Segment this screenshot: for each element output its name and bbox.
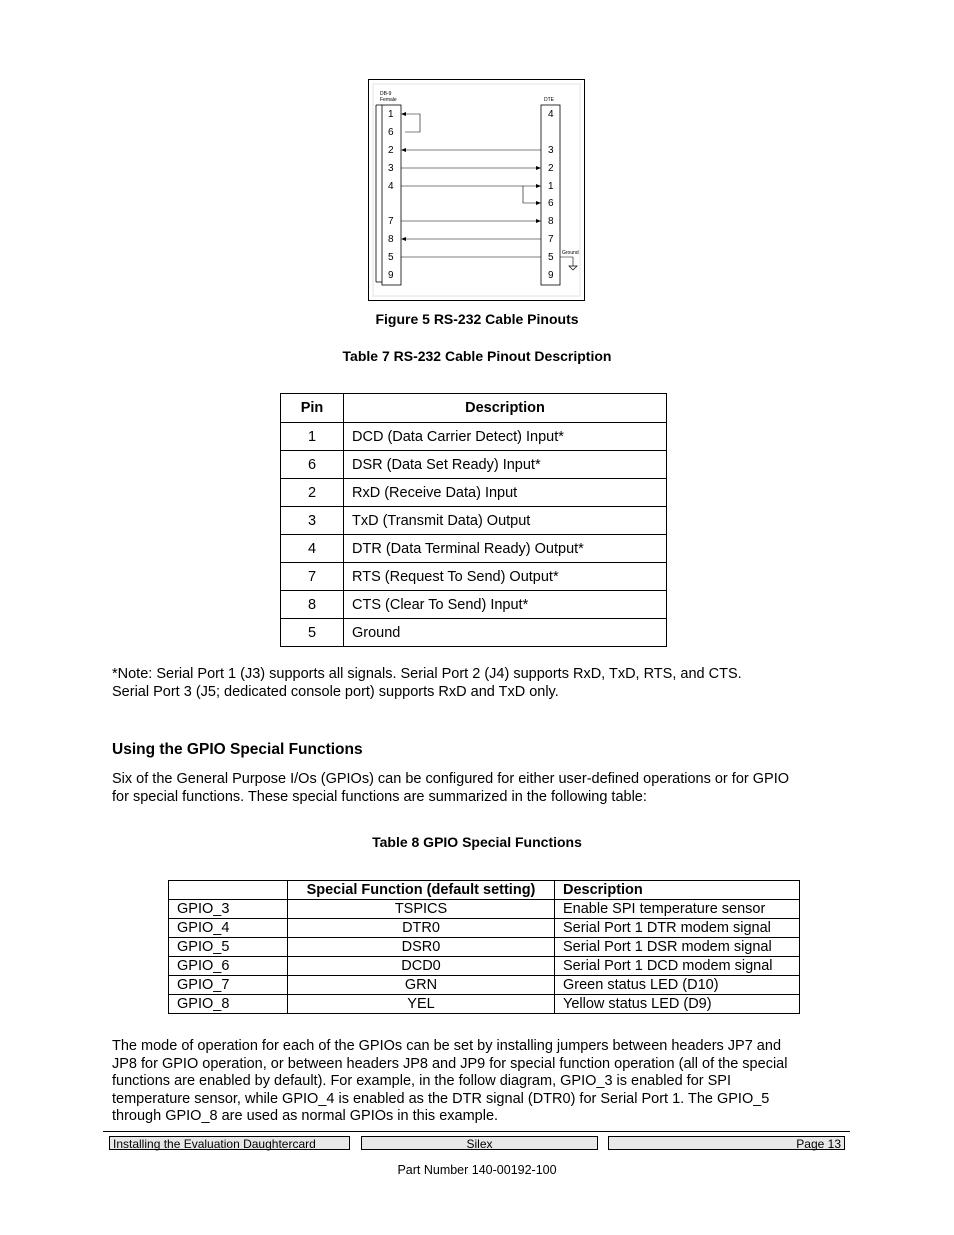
body-line: temperature sensor, while GPIO_4 is enabled as the DTR signal (DTR0) for Serial Port 1. The GPIO_5 (112, 1090, 770, 1107)
description-cell: Serial Port 1 DTR modem signal (555, 919, 800, 938)
gpio-cell: GPIO_8 (169, 995, 288, 1014)
table-row (169, 919, 800, 938)
gpio-cell: GPIO_6 (169, 957, 288, 976)
table-row (281, 479, 667, 507)
section-heading: Using the GPIO Special Functions (112, 741, 363, 758)
table-header-row (281, 394, 667, 423)
left-pin-label: 7 (388, 216, 394, 227)
right-pin-label: 4 (548, 109, 554, 120)
left-pin-label: 5 (388, 252, 394, 263)
intro-paragraph (112, 771, 852, 806)
column-header-gpio (169, 881, 288, 900)
pin-cell: 6 (281, 451, 344, 479)
special-function-cell: DCD0 (288, 957, 555, 976)
right-pin-label: 5 (548, 252, 554, 263)
special-function-cell: DTR0 (288, 919, 555, 938)
body-line: JP8 for GPIO operation, or between headers JP8 and JP9 for special function operation (all of the special (112, 1055, 788, 1072)
column-header-description: Description (344, 394, 667, 423)
column-header-pin: Pin (281, 394, 344, 423)
table8-caption: Table 8 GPIO Special Functions (372, 834, 582, 850)
pin-cell: 3 (281, 507, 344, 535)
description-cell: Green status LED (D10) (555, 976, 800, 995)
description-cell: DTR (Data Terminal Ready) Output* (344, 535, 667, 563)
gpio-cell: GPIO_4 (169, 919, 288, 938)
table-row (281, 535, 667, 563)
left-pin-label: 9 (388, 270, 394, 281)
footer-section-title: Installing the Evaluation Daughtercard (109, 1136, 350, 1150)
table-row (281, 507, 667, 535)
right-pin-label: 8 (548, 216, 554, 227)
ground-label: Ground (562, 250, 579, 256)
gpio-cell: GPIO_3 (169, 900, 288, 919)
description-cell: Enable SPI temperature sensor (555, 900, 800, 919)
pin-cell: 8 (281, 591, 344, 619)
right-pin-label: 7 (548, 234, 554, 245)
table-row (281, 563, 667, 591)
right-pin-label: 6 (548, 198, 554, 209)
body-paragraph (112, 1038, 852, 1126)
column-header-description: Description (555, 881, 800, 900)
body-line: functions are enabled by default). For example, in the follow diagram, GPIO_3 is enabled for SPI (112, 1073, 732, 1089)
special-function-cell: GRN (288, 976, 555, 995)
pin-cell: 5 (281, 619, 344, 647)
note-line: *Note: Serial Port 1 (J3) supports all signals. Serial Port 2 (J4) supports RxD, TxD, RTS, and CTS. (112, 666, 742, 682)
special-function-cell: TSPICS (288, 900, 555, 919)
table-row (169, 995, 800, 1014)
left-pin-label: 4 (388, 181, 394, 192)
rs232-pinout-diagram (368, 79, 585, 301)
part-number: Part Number 140-00192-100 (397, 1163, 557, 1177)
description-cell: Serial Port 1 DCD modem signal (555, 957, 800, 976)
right-pin-label: 9 (548, 270, 554, 281)
gpio-cell: GPIO_5 (169, 938, 288, 957)
special-function-cell: YEL (288, 995, 555, 1014)
left-pin-label: 6 (388, 127, 394, 138)
table-header-row (169, 881, 800, 900)
table-row (169, 900, 800, 919)
pin-cell: 4 (281, 535, 344, 563)
dte-label: DTE (544, 97, 554, 103)
table-row (169, 957, 800, 976)
note-line: Serial Port 3 (J5; dedicated console port) supports RxD and TxD only. (112, 683, 559, 700)
description-cell: Serial Port 1 DSR modem signal (555, 938, 800, 957)
db9-female-label-2: Female (380, 97, 397, 103)
table-row (281, 423, 667, 451)
body-line: through GPIO_8 are used as normal GPIOs in this example. (112, 1108, 499, 1124)
table-row (169, 938, 800, 957)
description-cell: RxD (Receive Data) Input (344, 479, 667, 507)
pin-cell: 1 (281, 423, 344, 451)
column-header-special-function: Special Function (default setting) (288, 881, 555, 900)
table-row (281, 451, 667, 479)
description-cell: TxD (Transmit Data) Output (344, 507, 667, 535)
description-cell: DSR (Data Set Ready) Input* (344, 451, 667, 479)
description-cell: Yellow status LED (D9) (555, 995, 800, 1014)
intro-line: Six of the General Purpose I/Os (GPIOs) can be configured for either user-defined operations or for GPIO (112, 771, 789, 787)
left-pin-label: 1 (388, 109, 394, 120)
gpio-cell: GPIO_7 (169, 976, 288, 995)
right-pin-label: 2 (548, 163, 554, 174)
description-cell: CTS (Clear To Send) Input* (344, 591, 667, 619)
description-cell: RTS (Request To Send) Output* (344, 563, 667, 591)
right-pin-label: 3 (548, 145, 554, 156)
footer-page-number: Page 13 (608, 1136, 845, 1150)
table-row (281, 591, 667, 619)
left-pin-label: 8 (388, 234, 394, 245)
right-pin-label: 1 (548, 181, 554, 192)
table-row (169, 976, 800, 995)
gpio-special-functions-table (168, 880, 800, 1014)
table7-caption: Table 7 RS-232 Cable Pinout Description (342, 348, 612, 364)
db9-female-label-1: DB-9 (380, 91, 392, 97)
left-pin-label: 3 (388, 163, 394, 174)
footer-company: Silex (361, 1136, 598, 1150)
special-function-cell: DSR0 (288, 938, 555, 957)
rs232-pinout-table (280, 393, 667, 647)
description-cell: DCD (Data Carrier Detect) Input* (344, 423, 667, 451)
intro-line: for special functions. These special functions are summarized in the following table: (112, 788, 647, 805)
description-cell: Ground (344, 619, 667, 647)
pin-cell: 7 (281, 563, 344, 591)
pin-cell: 2 (281, 479, 344, 507)
figure-caption: Figure 5 RS-232 Cable Pinouts (375, 311, 579, 327)
note-paragraph (112, 666, 852, 701)
left-pin-label: 2 (388, 145, 394, 156)
body-line: The mode of operation for each of the GPIOs can be set by installing jumpers between headers JP7 and (112, 1038, 782, 1054)
table-row (281, 619, 667, 647)
footer-rule (103, 1131, 850, 1132)
